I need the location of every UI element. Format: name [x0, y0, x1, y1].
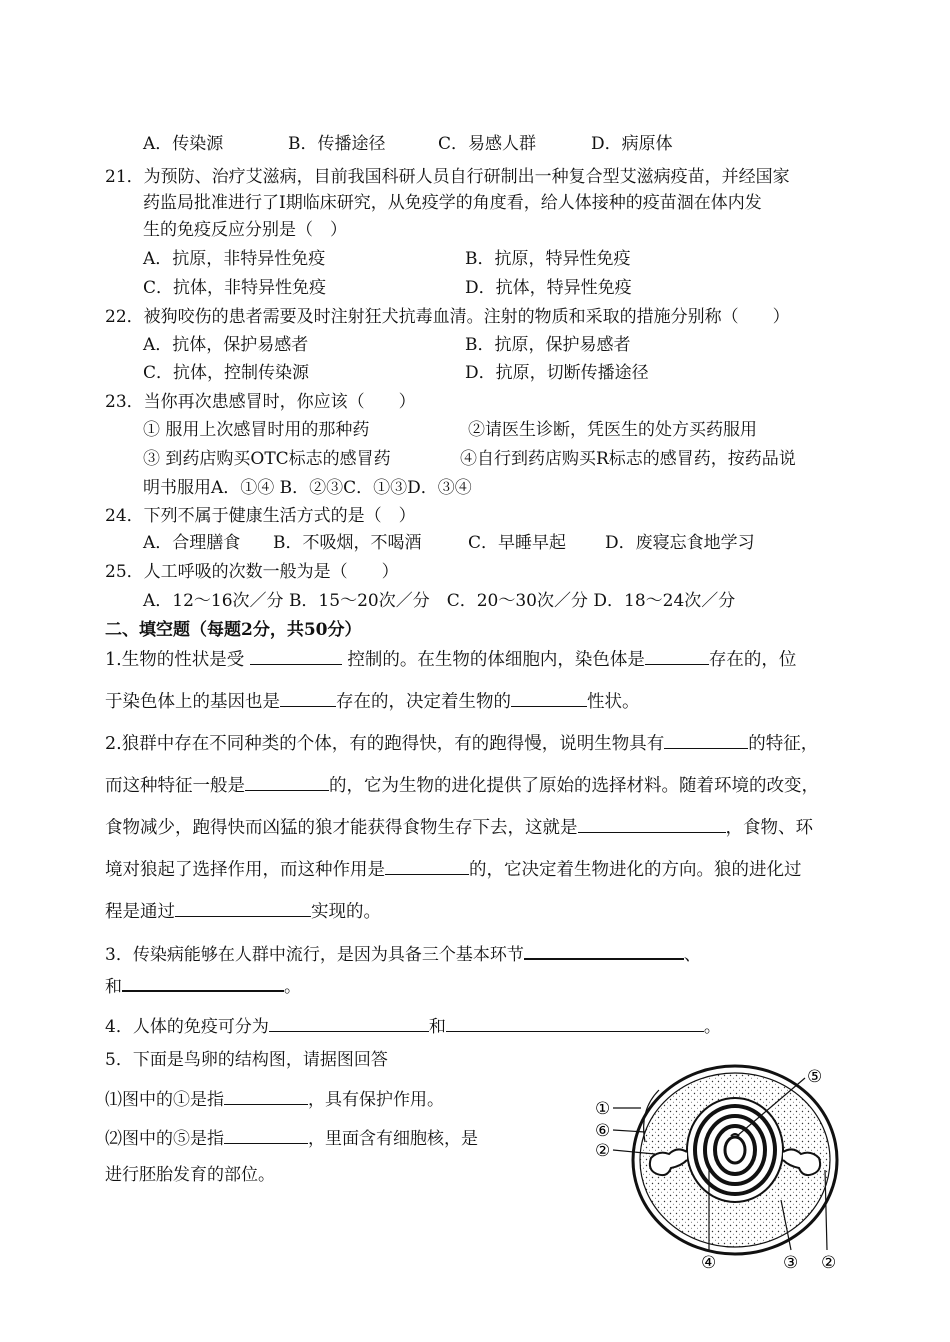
fill-q5-blank-2[interactable] — [224, 1125, 308, 1144]
q21-stem-2: 药监局批准进行了Ⅰ期临床研究，从免疫学的角度看，给人体接种的疫苗涸在体内发 — [143, 193, 762, 213]
fill-q2-text-i: 程是通过 — [105, 902, 175, 922]
fill-q1-blank-1[interactable] — [250, 646, 342, 665]
fill-q1-blank-4[interactable] — [511, 688, 587, 707]
q23-item-2: ②请医生诊断，凭医生的处方买药服用 — [468, 420, 757, 440]
fill-q5-sub2-cont: 进行胚胎发育的部位。 — [105, 1165, 275, 1185]
q23-stem: 23．当你再次患感冒时，你应该（ ） — [105, 392, 416, 412]
fill-q4-blank-1[interactable] — [269, 1013, 429, 1032]
q25-stem: 25．人工呼吸的次数一般为是（ ） — [105, 562, 399, 582]
fill-q1-text-f: 性状。 — [587, 692, 640, 712]
q21-option-d: D．抗体，特异性免疫 — [465, 278, 632, 298]
label-6: ⑥ — [595, 1121, 611, 1141]
fill-q4-blank-2[interactable] — [446, 1013, 704, 1032]
bird-egg-diagram — [585, 1050, 865, 1280]
fill-q5-sub2-text-a: ⑵图中的⑤是指 — [105, 1129, 224, 1149]
fill-q2-text-a: 2.狼群中存在不同种类的个体，有的跑得快，有的跑得慢，说明生物具有 — [105, 734, 665, 754]
fill-q1-text-a: 1.生物的性状是受 — [105, 650, 245, 670]
fill-q2-blank-1[interactable] — [664, 730, 748, 749]
fill-q2-blank-3[interactable] — [578, 814, 726, 833]
fill-q2-line1 — [105, 730, 818, 756]
q20-option-b: B．传播途径 — [288, 134, 386, 154]
fill-q3-blank-2[interactable] — [122, 972, 284, 992]
fill-q5-sub2 — [105, 1125, 478, 1151]
fill-q2-line2 — [105, 772, 819, 798]
fill-q4-text-a: 4．人体的免疫可分为 — [105, 1017, 269, 1037]
fill-q3-text-d: 。 — [284, 977, 301, 997]
q21-option-c: C．抗体，非特异性免疫 — [143, 278, 327, 298]
fill-q2-text-e: 食物减少，跑得快而凶猛的狼才能获得食物生存下去，这就是 — [105, 818, 578, 838]
fill-q2-text-d: 的，它为生物的进化提供了原始的选择材料。随着环境的改变， — [329, 776, 819, 796]
fill-q2-text-c: 而这种特征一般是 — [105, 776, 245, 796]
q23-item-1: ① 服用上次感冒时用的那种药 — [143, 420, 370, 440]
fill-q5-sub2-text-b: ，里面含有细胞核，是 — [308, 1129, 478, 1149]
label-1: ① — [595, 1099, 611, 1119]
section-2-heading: 二、填空题（每题2分，共50分） — [105, 620, 362, 640]
label-3: ③ — [783, 1253, 799, 1273]
q21-option-a: A．抗原，非特异性免疫 — [143, 249, 326, 269]
fill-q1-text-e: 存在的，决定着生物的 — [336, 692, 511, 712]
q22-option-a: A．抗体，保护易感者 — [143, 335, 309, 355]
fill-q3-text-b: 、 — [683, 945, 701, 965]
q21-stem-1: 21．为预防、治疗艾滋病，目前我国科研人员自行研制出一种复合型艾滋病疫苗，并经国家 — [105, 167, 790, 187]
fill-q3-text-c: 和 — [105, 977, 122, 997]
fill-q3-line2 — [105, 972, 301, 999]
fill-q2-text-b: 的特征， — [748, 734, 819, 754]
q20-option-c: C．易感人群 — [438, 134, 537, 154]
fill-q1-text-b: 控制的。在生物的体细胞内，染色体是 — [347, 650, 645, 670]
label-2-bottom: ② — [821, 1253, 837, 1273]
q24-stem: 24．下列不属于健康生活方式的是（ ） — [105, 506, 416, 526]
fill-q1-blank-2[interactable] — [645, 646, 709, 665]
q23-item-4: ④自行到药店购买R标志的感冒药，按药品说 — [460, 449, 796, 469]
fill-q1-line2 — [105, 688, 640, 714]
q24-option-c: C．早睡早起 — [468, 533, 567, 553]
q24-option-d: D．废寝忘食地学习 — [605, 533, 755, 553]
q24-option-a: A．合理膳食 — [143, 533, 241, 553]
fill-q5-sub1 — [105, 1086, 444, 1112]
fill-q2-line5 — [105, 898, 381, 924]
fill-q4-text-b: 和 — [428, 1017, 446, 1037]
label-5: ⑤ — [807, 1067, 823, 1087]
q21-stem-3: 生的免疫反应分别是（ ） — [143, 220, 347, 240]
fill-q2-text-g: 境对狼起了选择作用，而这种作用是 — [105, 860, 385, 880]
q22-stem: 22．被狗咬伤的患者需要及时注射狂犬抗毒血清。注射的物质和采取的措施分别称（ ） — [105, 307, 790, 327]
fill-q1-text-c: 存在的，位 — [708, 650, 797, 670]
fill-q2-line4 — [105, 856, 802, 882]
fill-q4-line — [105, 1013, 721, 1039]
fill-q2-line3 — [105, 814, 813, 840]
fill-q2-blank-4[interactable] — [385, 856, 469, 875]
fill-q3-blank-1[interactable] — [524, 940, 684, 960]
q22-option-d: D．抗原，切断传播途径 — [465, 363, 649, 383]
q23-answer-options: 明书服用A．①④ B．②③C．①③D．③④ — [143, 478, 472, 498]
fill-q5-blank-1[interactable] — [224, 1086, 308, 1105]
fill-q1-blank-3[interactable] — [280, 688, 336, 707]
fill-q1-text-d: 于染色体上的基因也是 — [105, 692, 280, 712]
fill-q2-blank-2[interactable] — [245, 772, 329, 791]
fill-q3-text-a: 3．传染病能够在人群中流行，是因为具备三个基本环节 — [105, 945, 524, 965]
q24-option-b: B．不吸烟，不喝酒 — [273, 533, 422, 553]
label-4: ④ — [701, 1253, 717, 1273]
label-2-left: ② — [595, 1141, 611, 1161]
q22-option-b: B．抗原，保护易感者 — [465, 335, 631, 355]
q22-option-c: C．抗体，控制传染源 — [143, 363, 310, 383]
q20-option-a: A．传染源 — [143, 134, 224, 154]
fill-q5-sub1-text-b: ，具有保护作用。 — [308, 1090, 444, 1110]
q20-option-d: D．病原体 — [591, 134, 673, 154]
q25-options: A．12～16次／分 B．15～20次／分 C．20～30次／分 D．18～24次／分 — [143, 591, 736, 611]
fill-q5-sub1-text-a: ⑴图中的①是指 — [105, 1090, 224, 1110]
fill-q2-text-f: ，食物、环 — [725, 818, 813, 838]
fill-q4-text-c: 。 — [703, 1017, 721, 1037]
fill-q2-text-j: 实现的。 — [311, 902, 381, 922]
fill-q2-blank-5[interactable] — [175, 898, 311, 917]
fill-q1-line1 — [105, 646, 796, 672]
q21-option-b: B．抗原，特异性免疫 — [465, 249, 631, 269]
fill-q2-text-h: 的，它决定着生物进化的方向。狼的进化过 — [469, 860, 802, 880]
yolk — [687, 1098, 783, 1202]
fill-q5-stem: 5．下面是鸟卵的结构图，请据图回答 — [105, 1050, 388, 1070]
q23-item-3: ③ 到药店购买OTC标志的感冒药 — [143, 449, 391, 469]
fill-q3-line1 — [105, 940, 701, 967]
